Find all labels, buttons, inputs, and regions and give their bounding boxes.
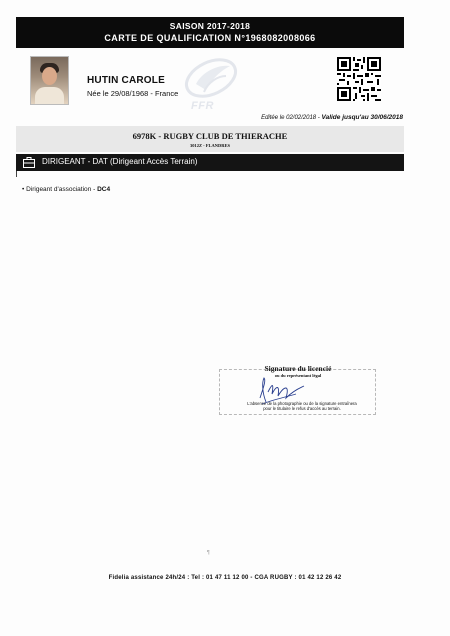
signature-note bbox=[232, 401, 372, 411]
divider bbox=[16, 171, 17, 177]
ffr-logo-text: FFR bbox=[191, 100, 214, 112]
footer-assistance: Fidelia assistance 24h/24 : Tel : 01 47 11 12 00 - CGA RUGBY : 01 42 12 26 42 bbox=[108, 575, 342, 581]
valid-until: Valide jusqu'au 30/06/2018 bbox=[321, 114, 403, 121]
briefcase-icon bbox=[23, 157, 35, 168]
signature-note-line-2: pour le titulaire le refus d'accès au terrain. bbox=[263, 406, 341, 411]
role-item-code: DC4 bbox=[97, 186, 111, 193]
signature-subtitle: ou du représentant légal bbox=[274, 373, 322, 378]
issued-date: Editée le 02/02/2018 - bbox=[261, 115, 322, 121]
season-label: SAISON 2017-2018 bbox=[169, 21, 251, 31]
signature-note-line-1: L'absence de la photographie ou de la signature entraînera bbox=[247, 401, 357, 406]
role-item-text: • Dirigeant d'association - bbox=[22, 186, 98, 193]
page-mark: ¶ bbox=[207, 550, 210, 556]
qr-code-icon bbox=[337, 57, 381, 101]
role-list-item bbox=[22, 186, 110, 193]
club-region: 3012Z - FLANDRES bbox=[189, 143, 230, 148]
birth-info: Née le 29/08/1968 - France bbox=[87, 89, 179, 98]
role-bar bbox=[16, 154, 404, 171]
signature-title: Signature du licencié bbox=[264, 364, 332, 373]
validity-line bbox=[261, 114, 403, 121]
club-name: 6978K - RUGBY CLUB DE THIERACHE bbox=[132, 131, 288, 141]
card-number: CARTE DE QUALIFICATION N°1968082008066 bbox=[104, 33, 316, 43]
club-box bbox=[16, 126, 404, 152]
person-name: HUTIN CAROLE bbox=[87, 75, 165, 86]
role-label: DIRIGEANT - DAT (Dirigeant Accès Terrain) bbox=[42, 157, 198, 166]
id-photo bbox=[30, 56, 69, 105]
header-bar bbox=[16, 17, 404, 48]
